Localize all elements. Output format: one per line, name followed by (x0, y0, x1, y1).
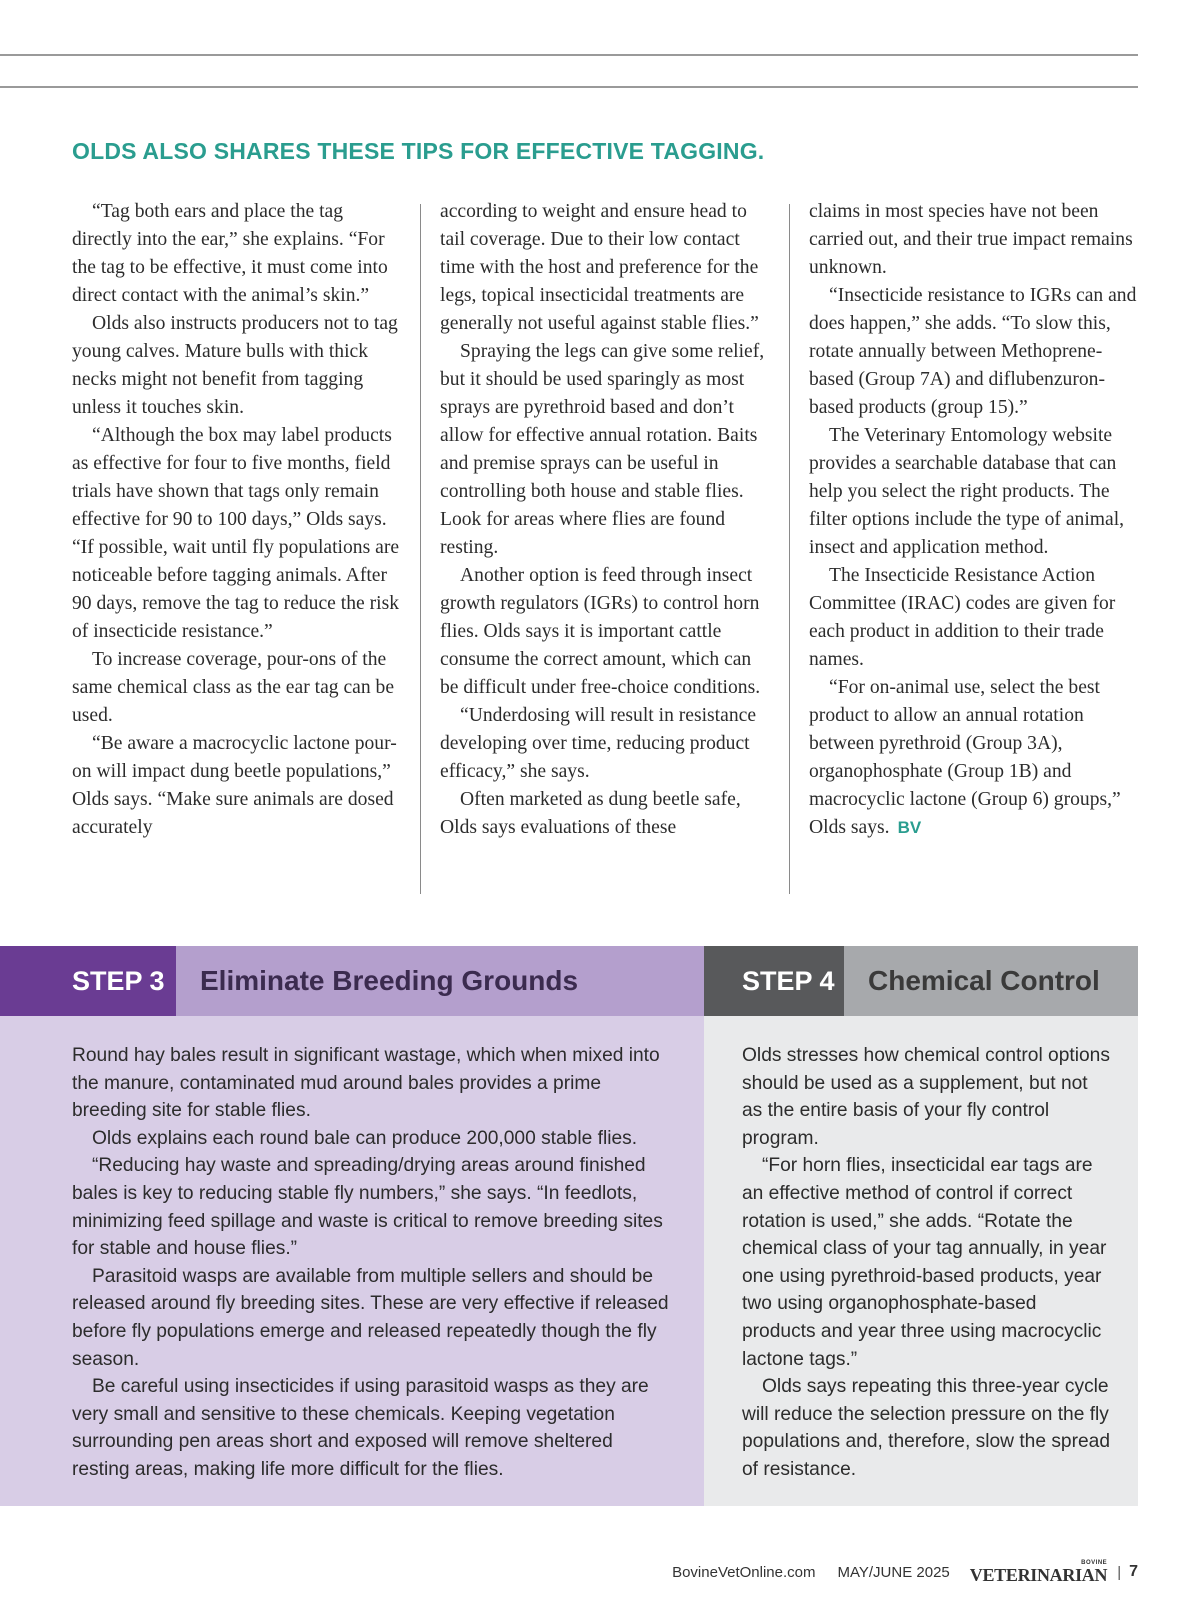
paragraph: Olds also instructs producers not to tag young calves. Mature bulls with thick necks might not benefit from tagging unless it touches skin. (72, 313, 398, 418)
column-2 (440, 198, 770, 842)
paragraph: “Underdosing will result in resistance developing over time, reducing product efficacy,” she says. (440, 705, 757, 782)
section-heading: OLDS ALSO SHARES THESE TIPS FOR EFFECTIVE TAGGING. (72, 138, 765, 164)
footer-issue: MAY/JUNE 2025 (837, 1563, 950, 1581)
step4-body (742, 1042, 1112, 1484)
step4-tag: STEP 4 (704, 946, 844, 1016)
column-divider (420, 204, 421, 894)
paragraph: Olds explains each round bale can produce 200,000 stable flies. (92, 1127, 638, 1149)
magazine-logo (970, 1560, 1107, 1584)
paragraph: Olds stresses how chemical control options should be used as a supplement, but not as the entire basis of your fly control program. (742, 1045, 1110, 1149)
step3-body (72, 1042, 672, 1484)
paragraph: claims in most species have not been carried out, and their true impact remains unknown. (809, 201, 1133, 278)
step3-title: Eliminate Breeding Grounds (176, 946, 704, 1016)
footer-separator: | (1117, 1563, 1122, 1581)
paragraph: Round hay bales result in significant wastage, which when mixed into the manure, contaminated mud around bales provides a prime breeding site for stable flies. (72, 1045, 660, 1122)
page-footer (672, 1560, 1138, 1584)
paragraph: “For horn flies, insecticidal ear tags are an effective method of control if correct rotation is used,” she adds. “Rotate the chemical class of your tag annually, in year one using pyrethroid-based products, year two using organophosphate-based products and year three using macrocyclic lactone tags.” (742, 1155, 1107, 1370)
top-rule-second (0, 86, 1138, 88)
article-columns (72, 198, 1138, 898)
column-1 (72, 198, 402, 842)
paragraph-last (809, 674, 1139, 842)
paragraph: Olds says repeating this three-year cycle will reduce the selection pressure on the fly populations and, therefore, slow the spread of resistance. (742, 1376, 1111, 1480)
step3-header (0, 946, 704, 1016)
paragraph-text: “For on-animal use, select the best product to allow an annual rotation between pyrethroid (Group 3A), organophosphate (Group 1B) and macrocyclic lactone (Group 6) groups,” Olds says. (809, 677, 1121, 838)
paragraph: “Although the box may label products as effective for four to five months, field trials have shown that tags only remain effective for 90 to 100 days,” Olds says. “If possible, wait until fly populations are noticeable before tagging animals. After 90 days, remove the tag to reduce the risk of insecticide resistance.” (72, 425, 400, 642)
paragraph: “Be aware a macrocyclic lactone pour-on will impact dung beetle populations,” Olds says. “Make sure animals are dosed accurately (72, 733, 397, 838)
paragraph: The Veterinary Entomology website provides a searchable database that can help you select the right products. The filter options include the type of animal, insect and application method. (809, 425, 1125, 558)
step4-box (704, 946, 1138, 1506)
paragraph: The Insecticide Resistance Action Committee (IRAC) codes are given for each product in addition to their trade names. (809, 565, 1116, 670)
top-rule (0, 54, 1138, 56)
end-mark: BV (897, 818, 922, 837)
paragraph: Spraying the legs can give some relief, but it should be used sparingly as most sprays are pyrethroid based and don’t allow for effective annual rotation. Baits and premise sprays can be useful in controlling both house and stable flies. Look for areas where flies are found resting. (440, 341, 765, 558)
paragraph: “Reducing hay waste and spreading/drying areas around finished bales is key to reducing stable fly numbers,” she says. “In feedlots, minimizing feed spillage and waste is critical to remove breeding sites for stable and house flies.” (72, 1155, 663, 1260)
paragraph: Another option is feed through insect growth regulators (IGRs) to control horn flies. Olds says it is important cattle consume the correct amount, which can be difficult under free-choice conditions. (440, 565, 761, 698)
paragraph: Be careful using insecticides if using parasitoid wasps as they are very small and sensitive to these chemicals. Keeping vegetation surrounding pen areas short and exposed will remove sheltered resting areas, making life more difficult for the flies. (72, 1376, 649, 1480)
step4-header (704, 946, 1138, 1016)
page-number: 7 (1129, 1563, 1138, 1580)
step4-title: Chemical Control (844, 946, 1138, 1016)
paragraph: To increase coverage, pour-ons of the same chemical class as the ear tag can be used. (72, 649, 395, 726)
logo-small-text: BOVINE (1081, 1560, 1108, 1566)
column-3 (809, 198, 1139, 842)
paragraph: “Tag both ears and place the tag directly into the ear,” she explains. “For the tag to be effective, it must come into direct contact with the animal’s skin.” (72, 201, 388, 306)
step3-tag: STEP 3 (0, 946, 176, 1016)
footer-website[interactable]: BovineVetOnline.com (672, 1563, 816, 1581)
paragraph: according to weight and ensure head to tail coverage. Due to their low contact time with the host and preference for the legs, topical insecticidal treatments are generally not useful against stable flies.” (440, 201, 759, 334)
paragraph: Often marketed as dung beetle safe, Olds says evaluations of these (440, 789, 741, 838)
logo-main-text: VETERINARIAN (969, 1565, 1108, 1585)
paragraph: “Insecticide resistance to IGRs can and does happen,” she adds. “To slow this, rotate annually between Methoprene-based (Group 7A) and diflubenzuron-based products (group 15).” (809, 285, 1137, 418)
step3-box (0, 946, 704, 1506)
paragraph: Parasitoid wasps are available from multiple sellers and should be released around fly breeding sites. These are very effective if released before fly populations emerge and released repeatedly though the fly season. (72, 1265, 669, 1370)
column-divider (789, 204, 790, 894)
